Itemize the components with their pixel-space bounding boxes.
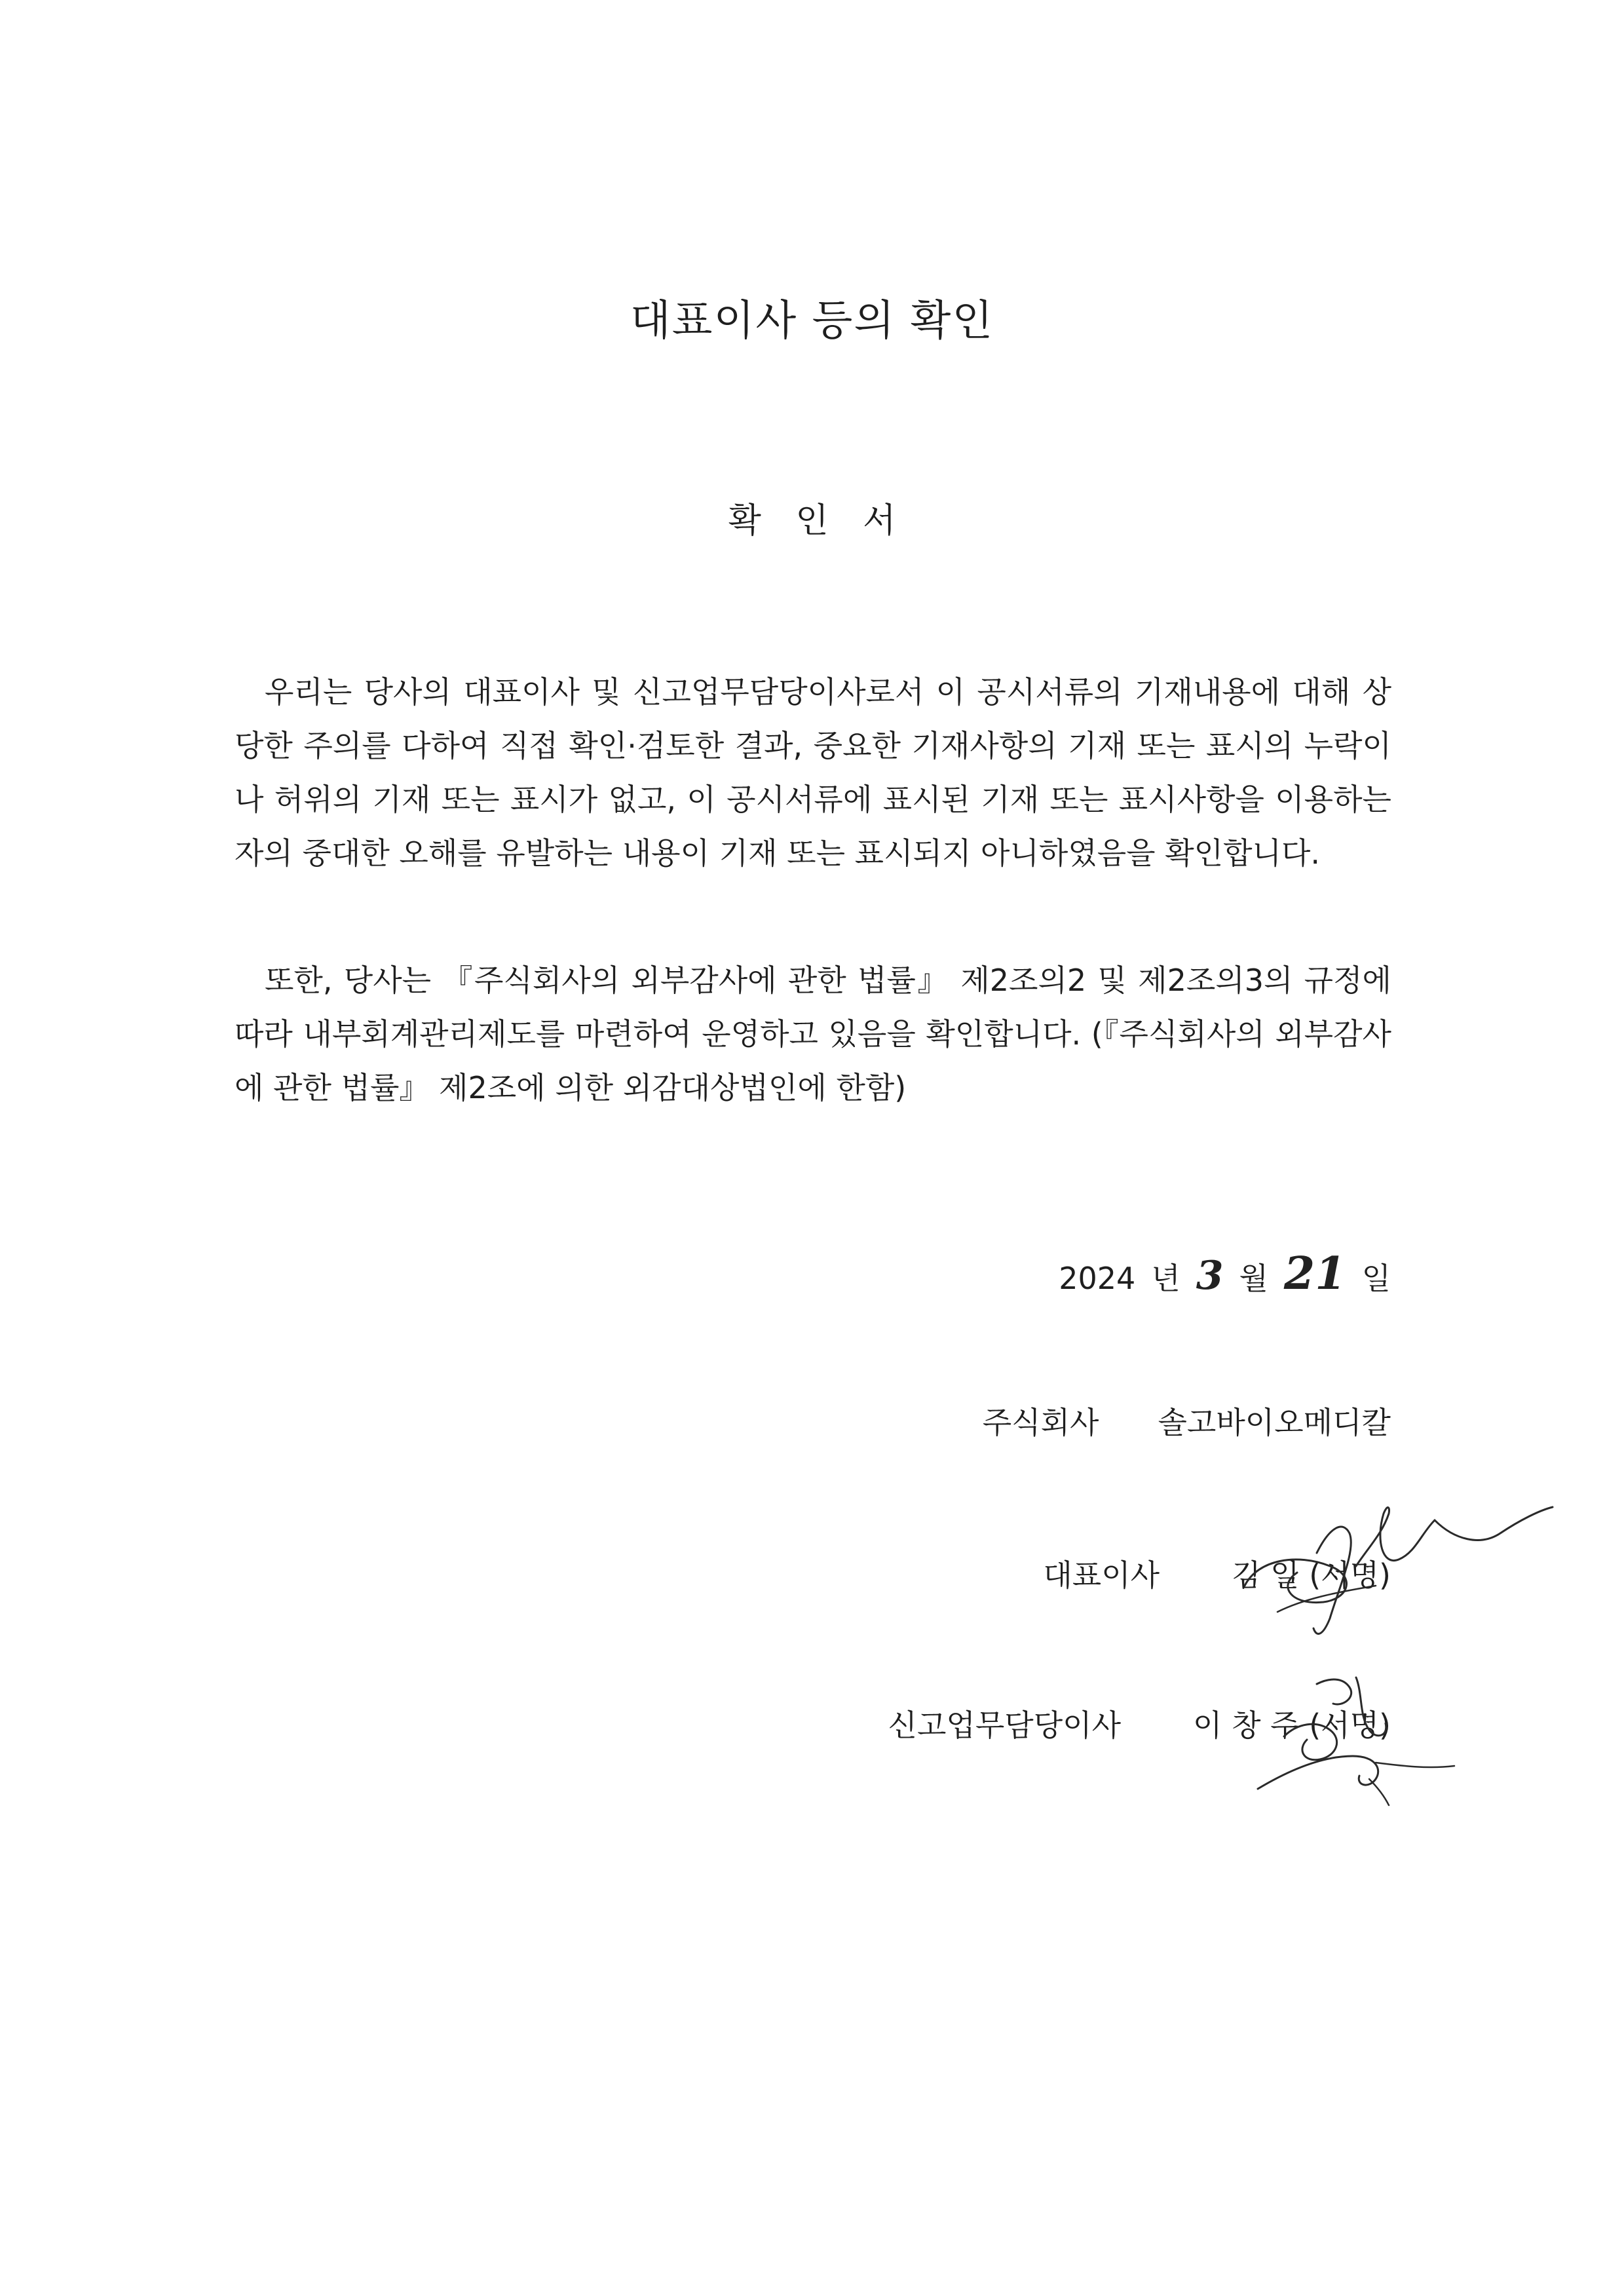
company-name: 솔고바이오메디칼 bbox=[1158, 1405, 1391, 1440]
officer-name: 이 창 주 bbox=[1193, 1708, 1300, 1743]
date-month-suffix: 월 bbox=[1239, 1261, 1268, 1296]
date-month-handwritten: 3 bbox=[1196, 1253, 1224, 1299]
document-title: 대표이사 등의 확인 bbox=[630, 297, 994, 345]
officer-role: 신고업무담당이사 bbox=[888, 1708, 1122, 1743]
company-line bbox=[983, 1399, 1391, 1442]
date-year: 2024 bbox=[1059, 1261, 1136, 1296]
document-subtitle: 확 인 서 bbox=[728, 501, 896, 541]
confirmation-paragraph: 우리는 당사의 대표이사 및 신고업무담당이사로서 이 공시서류의 기재내용에 대해 상당한 주의를 다하여 직접 확인·검토한 결과, 중요한 기재사항의 기재 또는 표시의 누락이나 허위의 기재 또는 표시가 없고, 이 공시서류에 표시된 기재 또는 표시사항을 이용하는 자의 중대한 오해를 유발하는 내용이 기재 또는 표시되지 아니하였음을 확인합니다. bbox=[235, 674, 1391, 871]
company-prefix: 주식회사 bbox=[982, 1405, 1099, 1440]
ceo-role: 대표이사 bbox=[1043, 1558, 1160, 1593]
officer-sign-mark: (서명) bbox=[1309, 1708, 1391, 1743]
date-day-handwritten: 21 bbox=[1283, 1248, 1346, 1300]
date-line bbox=[1059, 1248, 1391, 1300]
date-day-suffix: 일 bbox=[1361, 1261, 1391, 1296]
date-year-suffix: 년 bbox=[1151, 1261, 1180, 1296]
ceo-signature-line bbox=[1043, 1552, 1391, 1595]
officer-signature-line bbox=[888, 1702, 1391, 1745]
ceo-sign-mark: (서명) bbox=[1309, 1558, 1391, 1593]
internal-control-paragraph: 또한, 당사는 『주식회사의 외부감사에 관한 법률』 제2조의2 및 제2조의3의 규정에 따라 내부회계관리제도를 마련하여 운영하고 있음을 확인합니다. (『주식회사의 외부감사에 관한 법률』 제2조에 의한 외감대상법인에 한함) bbox=[235, 963, 1391, 1105]
ceo-name: 김 일 bbox=[1232, 1558, 1300, 1593]
